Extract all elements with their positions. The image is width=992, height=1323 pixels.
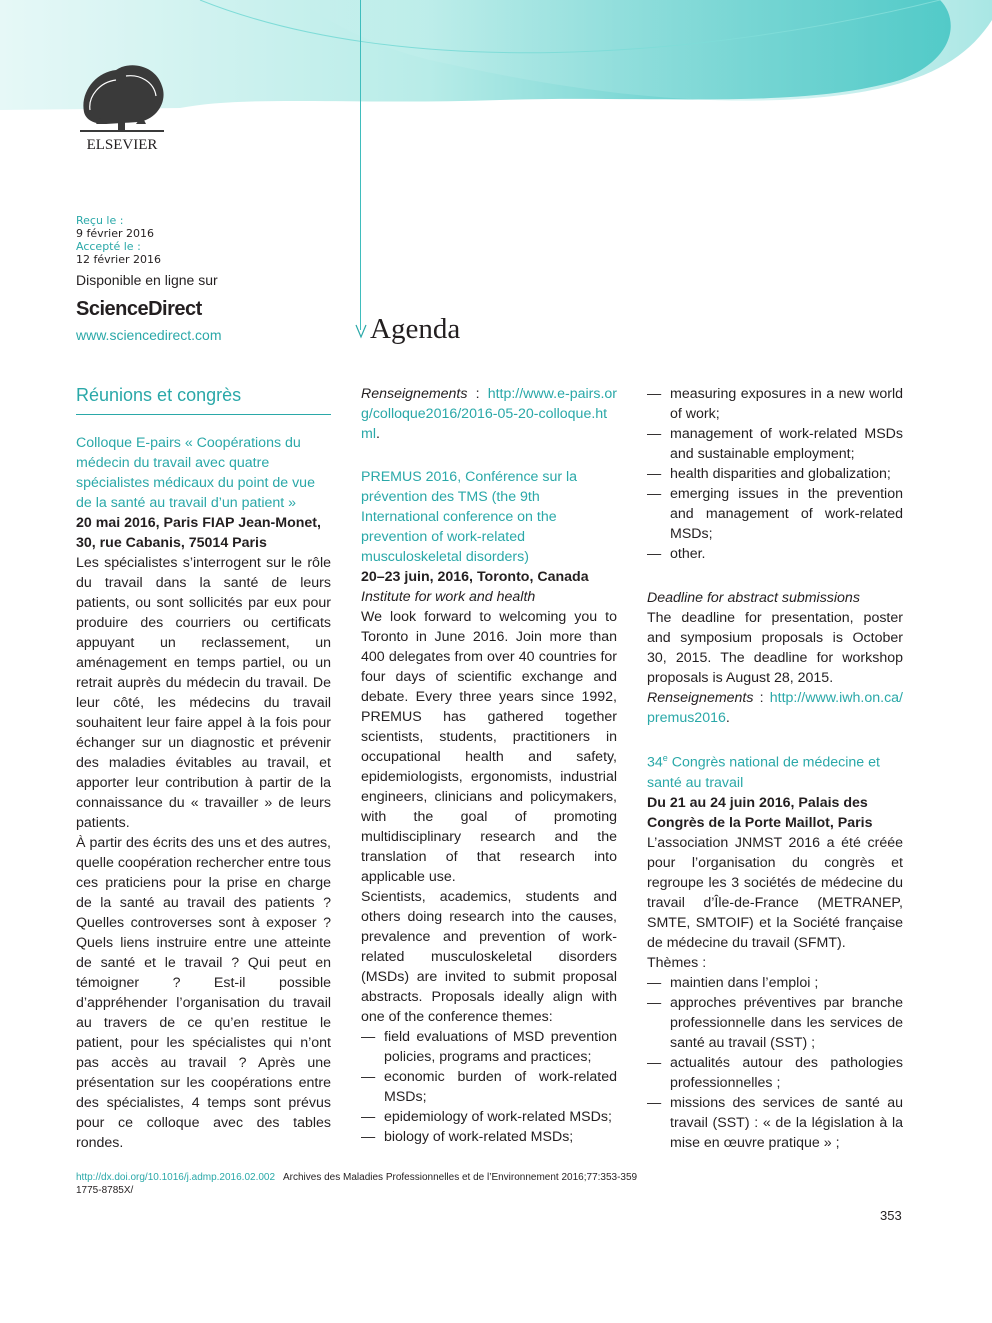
footer-doi-link[interactable]: http://dx.doi.org/10.1016/j.admp.2016.02.002 (76, 1172, 276, 1183)
event-when-congress: Du 21 au 24 juin 2016, Palais des Congrès de la Porte Maillot, Paris (647, 794, 873, 831)
footer-issn: 1775-8785X/ (76, 1185, 134, 1196)
deadline-label: Deadline for abstract submissions (647, 590, 860, 606)
event-paragraph: L’association JNMST 2016 a été créée pour l’organisation du congrès et regroupe les 3 sociétés de médecine du travail d’Île-de-France (METRANEP, SMTE, SMTOIF) et la Société française de médecine du travail (SFMT). (647, 834, 903, 951)
event-organizer: Institute for work and health (361, 589, 536, 605)
header-divider-line (360, 0, 361, 330)
received-label: Reçu le : (76, 214, 124, 227)
list-item: — maintien dans l’emploi ; (647, 973, 903, 993)
section-heading-agenda: Agenda (370, 313, 461, 345)
event-paragraph: Scientists, academics, students and others doing research into the causes, prevalence and prevention of work-related musculoskeletal disorders (MSDs) are invited to submit proposal abstracts. Proposals ideally align with one of the conference themes: (361, 889, 617, 1025)
list-item: — economic burden of work-related MSDs; (361, 1067, 617, 1107)
list-item: — management of work-related MSDs and sustainable employment; (647, 424, 903, 464)
list-item: — epidemiology of work-related MSDs; (361, 1107, 617, 1127)
list-item: — emerging issues in the prevention and management of work-related MSDs; (647, 484, 903, 544)
info-end: . (725, 710, 730, 726)
themes-list (647, 973, 903, 1153)
event-paragraph: We look forward to welcoming you to Toronto in June 2016. Join more than 400 delegates from over 40 countries for four days of scientific exchange and debate. Every three years since 1992, PREMUS has gathered together scientists, students, practitioners in occupational health and safety, epidemiologists, ergonomists, industrial engineers, clinicians and policymakers, with the goal of promoting multidisciplinary research and the translation of that research into applicable use. (361, 609, 617, 885)
received-date: 9 février 2016 (76, 227, 155, 240)
list-item: — other. (647, 544, 903, 564)
info-line-epairs (361, 384, 617, 444)
info-link-epairs[interactable]: http://www.e-pairs.org/colloque2016/2016-05-20-colloque.html (361, 386, 617, 442)
event-paragraph: Les spécialistes s’interrogent sur le rôle du travail dans la santé de leurs patients, ou sont sollicités par eux pour produire des courriers ou certificats appuyant un reclassement, un aménagement en temps partiel, ou un retrait auprès du médecin du travail. De leur côté, les médecins du travail souhaitent leur faire appel à la fois pour échanger sur un diagnostic et prévenir des maladies évitables au travail, et apporter leur contribution à partir de la connaissance du « travailler » de leurs patients. (76, 555, 331, 831)
sciencedirect-logo-text: ScienceDirect (76, 298, 202, 320)
list-item: — missions des services de santé au travail (SST) : « de la législation à la mise en œuvre pratique » ; (647, 1093, 903, 1153)
accepted-label: Accepté le : (76, 240, 141, 253)
page-number: 353 (880, 1208, 902, 1223)
section-title-meetings: Réunions et congrès (76, 384, 331, 415)
column-3 (647, 384, 903, 1153)
sciencedirect-link[interactable]: www.sciencedirect.com (76, 327, 222, 343)
event-title-congress (647, 748, 903, 793)
list-item: — approches préventives par branche professionnelle dans les services de santé au travail (SST) ; (647, 993, 903, 1053)
info-line-premus (647, 688, 903, 728)
list-item: — measuring exposures in a new world of work; (647, 384, 903, 424)
congress-ordinal: e (662, 753, 668, 763)
deadline-text: The deadline for presentation, poster and symposium proposals is October 30, 2015. The deadline for workshop proposals is August 28, 2015. (647, 610, 903, 686)
available-online-text: Disponible en ligne sur (76, 272, 218, 288)
footer-journal-citation: Archives des Maladies Professionnelles et de l’Environnement 2016;77:353-359 (283, 1172, 638, 1183)
agenda-arrow-icon (355, 323, 367, 339)
info-separator: : (753, 690, 770, 706)
list-item: — actualités autour des pathologies professionnelles ; (647, 1053, 903, 1093)
publisher-wordmark: ELSEVIER (86, 137, 158, 152)
elsevier-tree-logo (76, 52, 168, 152)
congress-title: Congrès national de médecine et santé au travail (647, 754, 880, 791)
info-label: Renseignements (361, 386, 468, 402)
list-item: — health disparities and globalization; (647, 464, 903, 484)
event-when-premus: 20–23 juin, 2016, Toronto, Canada (361, 569, 589, 585)
event-title-epairs: Colloque E-pairs « Coopérations du médecin du travail avec quatre spécialistes médicaux du point de vue de la santé au travail d’un patient » (76, 435, 315, 511)
accepted-date: 12 février 2016 (76, 253, 162, 266)
themes-list (361, 1027, 617, 1147)
list-item: — biology of work-related MSDs; (361, 1127, 617, 1147)
column-2 (361, 384, 617, 1147)
congress-number: 34 (647, 754, 663, 771)
list-item: — field evaluations of MSD prevention policies, programs and practices; (361, 1027, 617, 1067)
event-paragraph: À partir des écrits des uns et des autres, quelle coopération rechercher entre tous ces praticiens pour la prise en charge de la santé au travail des patients ? Quelles controverses sont à exposer ? Quels liens instruire entre une atteinte de santé et le travail ? Qui peut en témoigner ? Est-il possible d’appréhender l’organisation du travail au travers de ce qu’en restitue le patient, pour les spécialistes qui n’ont pas accès au travail ? Après une présentation sur les coopérations entre des spécialistes, 4 temps sont prévus pour ce colloque avec des tables rondes. (76, 835, 331, 1151)
info-separator: : (467, 386, 488, 402)
info-label: Renseignements (647, 690, 754, 706)
info-link-premus[interactable]: http://www.iwh.on.ca/premus2016 (647, 690, 903, 726)
column-1 (76, 384, 331, 1153)
themes-label: Thèmes : (647, 954, 707, 971)
info-end: . (375, 426, 380, 442)
themes-list (647, 384, 903, 564)
event-when-epairs: 20 mai 2016, Paris FIAP Jean-Monet, 30, rue Cabanis, 75014 Paris (76, 515, 321, 551)
event-title-premus: PREMUS 2016, Conférence sur la prévention des TMS (the 9th International conference on the prevention of work-related musculoskeletal disorders) (361, 469, 578, 565)
